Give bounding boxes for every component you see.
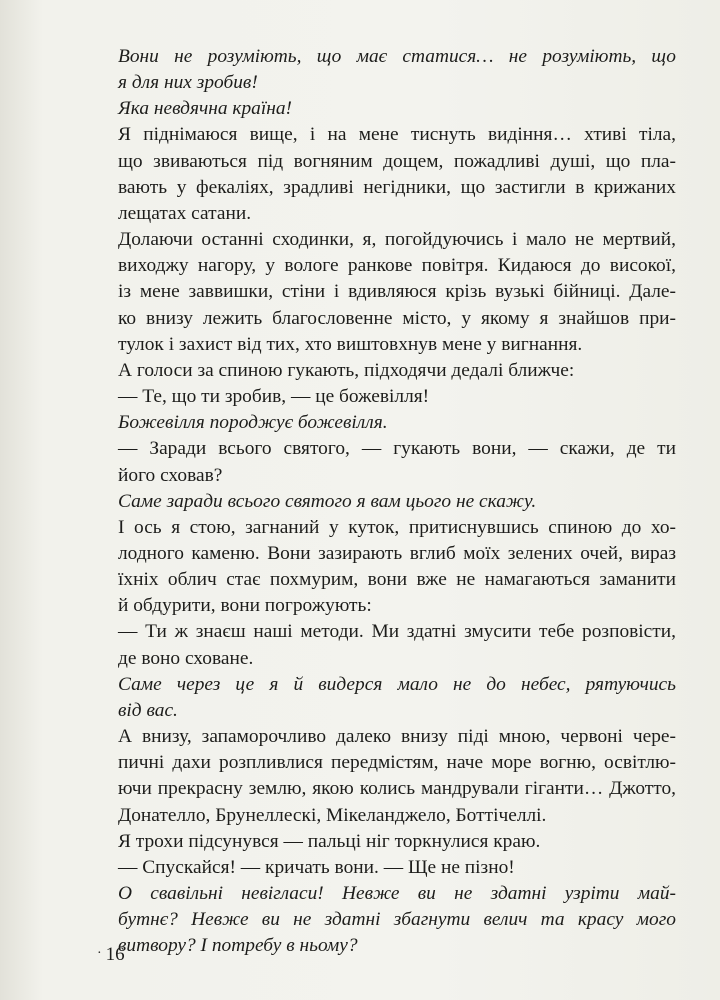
text-line: Я трохи підсунувся — пальці ніг торкнулися краю. bbox=[118, 830, 541, 852]
paragraph bbox=[96, 855, 676, 881]
page-number-value: 16 bbox=[105, 944, 125, 965]
text-line: Саме через це я й видерся мало не до небес, рятуючись bbox=[118, 673, 676, 695]
text-line: тулок і захист від тих, хто виштовхнув мене у вигнання. bbox=[118, 333, 583, 355]
paragraph bbox=[96, 410, 676, 436]
paragraph bbox=[96, 436, 676, 488]
text-line: виходжу нагору, у вологе ранкове повітря. Кидаюся до високої, bbox=[118, 255, 676, 277]
text-line: — Спускайся! — кричать вони. — Ще не пізно! bbox=[118, 856, 515, 878]
text-line: де воно сховане. bbox=[118, 647, 254, 669]
text-line: бутнє? Невже ви не здатні збагнути велич та красу мого bbox=[118, 909, 676, 931]
text-line: лодного каменю. Вони зазирають вглиб моїх зелених очей, вираз bbox=[118, 542, 676, 564]
text-line: Яка невдячна країна! bbox=[118, 98, 293, 120]
text-line: Саме заради всього святого я вам цього не скажу. bbox=[118, 490, 537, 512]
paragraph bbox=[96, 881, 676, 959]
text-line: А голоси за спиною гукають, підходячи дедалі ближче: bbox=[118, 359, 575, 381]
text-line: І ось я стою, загнаний у куток, притиснувшись спиною до хо- bbox=[118, 516, 676, 538]
text-line: із мене заввишки, стіни і вдивляюся крізь вузькі бійниці. Дале- bbox=[118, 281, 676, 303]
text-line: О свавільні невігласи! Невже ви не здатні узріти май- bbox=[118, 883, 676, 904]
text-line: А внизу, запаморочливо далеко внизу піді мною, червоні чере- bbox=[118, 726, 676, 748]
text-line: Божевілля породжує божевілля. bbox=[118, 412, 388, 434]
folio-dot: · bbox=[97, 946, 102, 961]
paragraph bbox=[96, 96, 676, 122]
text-line: Вони не розуміють, що має статися… не розуміють, що bbox=[118, 46, 676, 67]
text-line: Я піднімаюся вище, і на мене тиснуть видіння… хтиві тіла, bbox=[118, 124, 676, 146]
text-line: вають у фекаліях, зрадливі негідники, що застигли в крижаних bbox=[118, 176, 676, 198]
paragraph bbox=[96, 358, 676, 384]
page-number bbox=[97, 944, 125, 966]
paragraph bbox=[96, 829, 676, 855]
text-line: Донателло, Брунеллескі, Мікеланджело, Боттічеллі. bbox=[118, 804, 547, 826]
text-line: — Ти ж знаєш наші методи. Ми здатні змусити тебе розповісти, bbox=[118, 621, 676, 643]
paragraph bbox=[96, 122, 676, 227]
paragraph bbox=[96, 672, 676, 724]
text-line: ючи прекрасну землю, якою колись мандрували гіганти… Джотто, bbox=[118, 778, 676, 800]
text-line: ко внизу лежить благословенне місто, у якому я знайшов при- bbox=[118, 307, 676, 329]
paragraph bbox=[96, 724, 676, 829]
paragraph bbox=[96, 384, 676, 410]
paragraph bbox=[96, 489, 676, 515]
paragraph bbox=[96, 619, 676, 671]
paragraph bbox=[96, 44, 676, 96]
text-line: — Те, що ти зробив, — це божевілля! bbox=[118, 386, 430, 408]
text-line: Долаючи останні сходинки, я, погойдуючись і мало не мертвий, bbox=[118, 229, 676, 251]
text-line: що звиваються під вогняним дощем, пожадливі душі, що пла- bbox=[118, 150, 676, 172]
text-line: їхніх облич стає похмурим, вони вже не намагаються заманити bbox=[118, 569, 676, 591]
paragraph bbox=[96, 227, 676, 358]
paragraph bbox=[96, 515, 676, 620]
body-text bbox=[96, 44, 676, 959]
text-line: я для них зробив! bbox=[118, 72, 258, 94]
text-line: лещатах сатани. bbox=[118, 202, 252, 224]
text-line: від вас. bbox=[118, 699, 178, 721]
text-line: — Заради всього святого, — гукають вони, — скажи, де ти bbox=[118, 438, 676, 460]
text-line: витвору? І потребу в ньому? bbox=[118, 935, 358, 957]
text-line: його сховав? bbox=[118, 464, 223, 486]
text-line: пичні дахи розпливлися передмістям, наче море вогню, освітлю- bbox=[118, 752, 676, 774]
text-line: й обдурити, вони погрожують: bbox=[118, 595, 372, 617]
